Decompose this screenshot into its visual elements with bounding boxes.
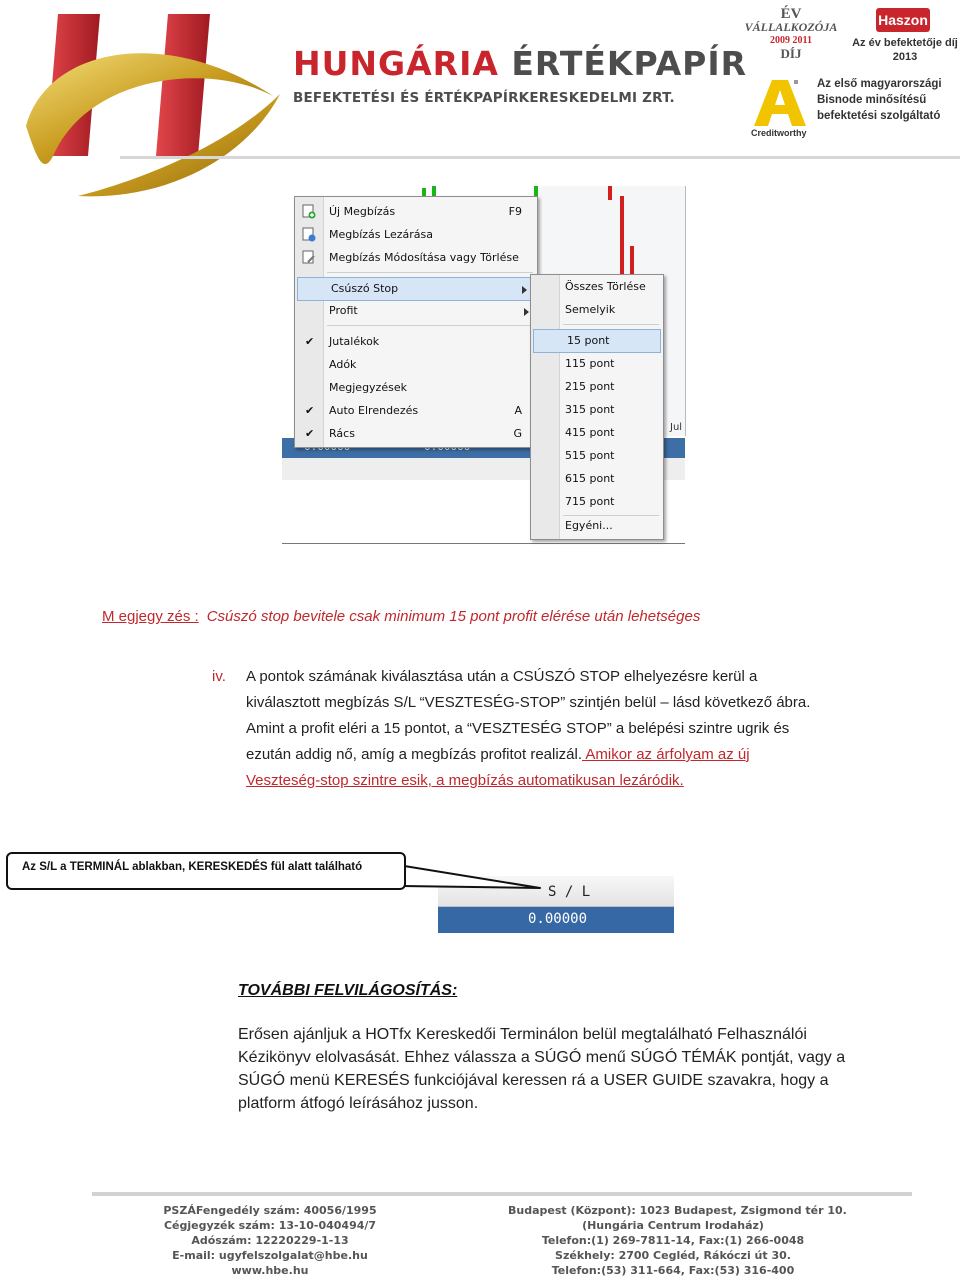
submenu-item-label: 515 pont [565, 449, 615, 462]
menu-item-label: Profit [329, 304, 358, 317]
submenu-item-415-points[interactable] [532, 422, 662, 444]
candle [608, 186, 612, 200]
paragraph-line-2: kiválasztott megbízás S/L “VESZTESÉG-STOP” szintjén belül – lásd következő ábra. [246, 694, 811, 711]
footer-phone-budapest: Telefon:(1) 269-7811-14, Fax:(1) 266-0048 [541, 1234, 805, 1247]
menu-item-commissions[interactable] [296, 331, 536, 353]
submenu-arrow-icon [524, 308, 529, 316]
submenu-item-315-points[interactable] [532, 399, 662, 421]
submenu-item-label: 715 pont [565, 495, 615, 508]
footer-right [508, 1203, 847, 1278]
screenshot-bottom-line [282, 543, 685, 544]
submenu-item-delete-all[interactable] [532, 276, 662, 298]
note-text: Csúszó stop bevitele csak minimum 15 pont profit elérése után lehetséges [206, 608, 701, 625]
submenu-item-label: 215 pont [565, 380, 615, 393]
menu-item-label: Megbízás Lezárása [329, 228, 433, 241]
ev-vallalkozoja-award [736, 8, 846, 60]
company-name [293, 44, 747, 83]
haszon-sub-line-2: 2013 [892, 51, 918, 63]
bisnode-text [817, 76, 942, 124]
submenu-item-label: 315 pont [565, 403, 615, 416]
submenu-item-15-points[interactable] [533, 329, 661, 353]
footer-address: Budapest (Központ): 1023 Budapest, Zsigmond tér 10. [508, 1204, 847, 1217]
callout-pointer [390, 860, 550, 900]
checkmark-icon: ✔ [305, 427, 315, 440]
company-name-red: HUNGÁRIA [293, 44, 499, 83]
menu-item-shortcut: A [514, 404, 522, 417]
paragraph-line-3: Amint a profit eléri a 15 pontot, a “VESZTESÉG STOP” a belépési szintre ugrik és [246, 720, 790, 737]
submenu-arrow-icon [522, 286, 527, 294]
paragraph-line-4-highlight: Amikor az árfolyam az új [582, 746, 750, 763]
bisnode-line-1: Az első magyarországi [817, 78, 942, 90]
award-line-3: DÍJ [780, 46, 802, 61]
menu-item-close-order[interactable] [296, 224, 536, 246]
note-label: M egjegy zés : [102, 608, 199, 625]
footer-license: PSZÁFengedély szám: 40056/1995 [163, 1204, 377, 1217]
menu-item-taxes[interactable] [296, 354, 536, 376]
paragraph-line-1: A pontok számának kiválasztása után a CSÚSZÓ STOP elhelyezésre kerül a [246, 668, 758, 685]
footer-building: (Hungária Centrum Irodaház) [582, 1219, 764, 1232]
footer-email: E-mail: ugyfelszolgalat@hbe.hu [172, 1249, 368, 1262]
bisnode-line-3: befektetési szolgáltató [817, 110, 941, 122]
menu-item-grid[interactable] [296, 423, 536, 445]
sl-value: 0.00000 [528, 911, 588, 927]
submenu-item-label: 415 pont [565, 426, 615, 439]
info-line-3: SÚGÓ menü KERESÉS funkciójával keressen rá a USER GUIDE szavakra, hogy a [238, 1072, 829, 1089]
creditworthy-label: Creditworthy [751, 128, 807, 138]
menu-item-label: Adók [329, 358, 357, 371]
context-menu [294, 196, 538, 448]
menu-item-auto-arrange[interactable] [296, 400, 536, 422]
submenu-item-custom[interactable] [532, 515, 662, 537]
context-menu-screenshot [282, 186, 685, 544]
chart-axis-label: Jul [670, 422, 683, 433]
footer-seat: Székhely: 2700 Cegléd, Rákóczi út 30. [555, 1249, 791, 1262]
submenu-item-label: Egyéni... [565, 519, 613, 532]
paragraph-line-4-text: ezután addig nő, amíg a megbízás profitot realizál. [246, 746, 583, 763]
submenu-item-label: 15 pont [567, 334, 610, 347]
menu-item-trailing-stop[interactable] [297, 277, 535, 301]
submenu-item-label: 115 pont [565, 357, 615, 370]
submenu-item-615-points[interactable] [532, 468, 662, 490]
award-line-2: VÁLLALKOZÓJA [744, 20, 838, 34]
footer-website: www.hbe.hu [231, 1264, 309, 1277]
paragraph-line-5 [246, 772, 684, 789]
haszon-sub-line-1: Az év befektetője díj [852, 37, 958, 49]
menu-item-label: Csúszó Stop [331, 282, 399, 295]
menu-item-shortcut: F9 [508, 205, 522, 218]
submenu-item-115-points[interactable] [532, 353, 662, 375]
creditworthy-a-icon [754, 78, 806, 126]
submenu-item-label: Összes Törlése [565, 280, 646, 293]
checkmark-icon: ✔ [305, 404, 315, 417]
footer-registration: Cégjegyzék szám: 13-10-040494/7 [163, 1219, 377, 1232]
info-line-1: Erősen ajánljuk a HOTfx Kereskedői Terminálon belül megtalálható Felhasználói [238, 1026, 807, 1043]
menu-item-comments[interactable] [296, 377, 536, 399]
submenu-item-none[interactable] [532, 299, 662, 321]
new-order-icon [302, 204, 316, 219]
footer-left [150, 1203, 390, 1278]
submenu-item-label: Semelyik [565, 303, 616, 316]
menu-separator [563, 324, 659, 325]
footer-divider [92, 1192, 912, 1196]
menu-item-label: Jutalékok [329, 335, 380, 348]
award-years: 2009 2011 [770, 35, 812, 46]
company-name-gray: ÉRTÉKPAPÍR [511, 44, 748, 83]
callout-text: Az S/L a TERMINÁL ablakban, KERESKEDÉS fül alatt található [22, 861, 363, 873]
modify-order-icon [302, 250, 316, 265]
submenu-item-label: 615 pont [565, 472, 615, 485]
trailing-stop-submenu [530, 274, 664, 540]
header-divider [120, 156, 960, 159]
menu-item-label: Megjegyzések [329, 381, 407, 394]
paragraph-number: iv. [212, 668, 226, 685]
menu-item-label: Rács [329, 427, 355, 440]
menu-item-label: Auto Elrendezés [329, 404, 419, 417]
haszon-award-text [850, 36, 960, 64]
company-logo [18, 6, 288, 211]
haszon-logo: Haszon [876, 8, 930, 32]
bisnode-line-2: Bisnode minősítésű [817, 94, 927, 106]
submenu-item-515-points[interactable] [532, 445, 662, 467]
menu-separator [327, 272, 533, 273]
note-line [102, 608, 700, 625]
close-order-icon [302, 227, 316, 242]
menu-item-label: Új Megbízás [329, 205, 396, 218]
menu-item-shortcut: G [513, 427, 522, 440]
menu-separator [327, 325, 533, 326]
company-subtitle: BEFEKTETÉSI ÉS ÉRTÉKPAPÍRKERESKEDELMI ZRT. [293, 90, 675, 106]
menu-item-new-order[interactable] [296, 201, 536, 223]
submenu-item-215-points[interactable] [532, 376, 662, 398]
menu-item-modify-order[interactable] [296, 247, 536, 269]
submenu-item-715-points[interactable] [532, 491, 662, 513]
footer-phone-cegled: Telefon:(53) 311-664, Fax:(53) 316-400 [551, 1264, 795, 1277]
award-line-1: ÉV [780, 6, 802, 22]
checkmark-icon: ✔ [305, 335, 315, 348]
info-line-2: Kézikönyv elolvasását. Ehhez válassza a SÚGÓ menű SÚGÓ TÉMÁK pontját, vagy a [238, 1049, 846, 1066]
paragraph-line-5-highlight: Veszteség-stop szintre esik, a megbízás automatikusan lezáródik. [246, 772, 684, 789]
footer-tax-number: Adószám: 12220229-1-13 [191, 1234, 349, 1247]
info-title: TOVÁBBI FELVILÁGOSÍTÁS: [238, 982, 458, 999]
paragraph-line-4 [246, 746, 750, 763]
menu-item-label: Megbízás Módosítása vagy Törlése [329, 251, 519, 264]
sl-column-header-label: S / L [548, 884, 591, 900]
info-line-4: platform átfogó leírásához jusson. [238, 1095, 479, 1112]
menu-item-profit[interactable] [296, 300, 536, 322]
